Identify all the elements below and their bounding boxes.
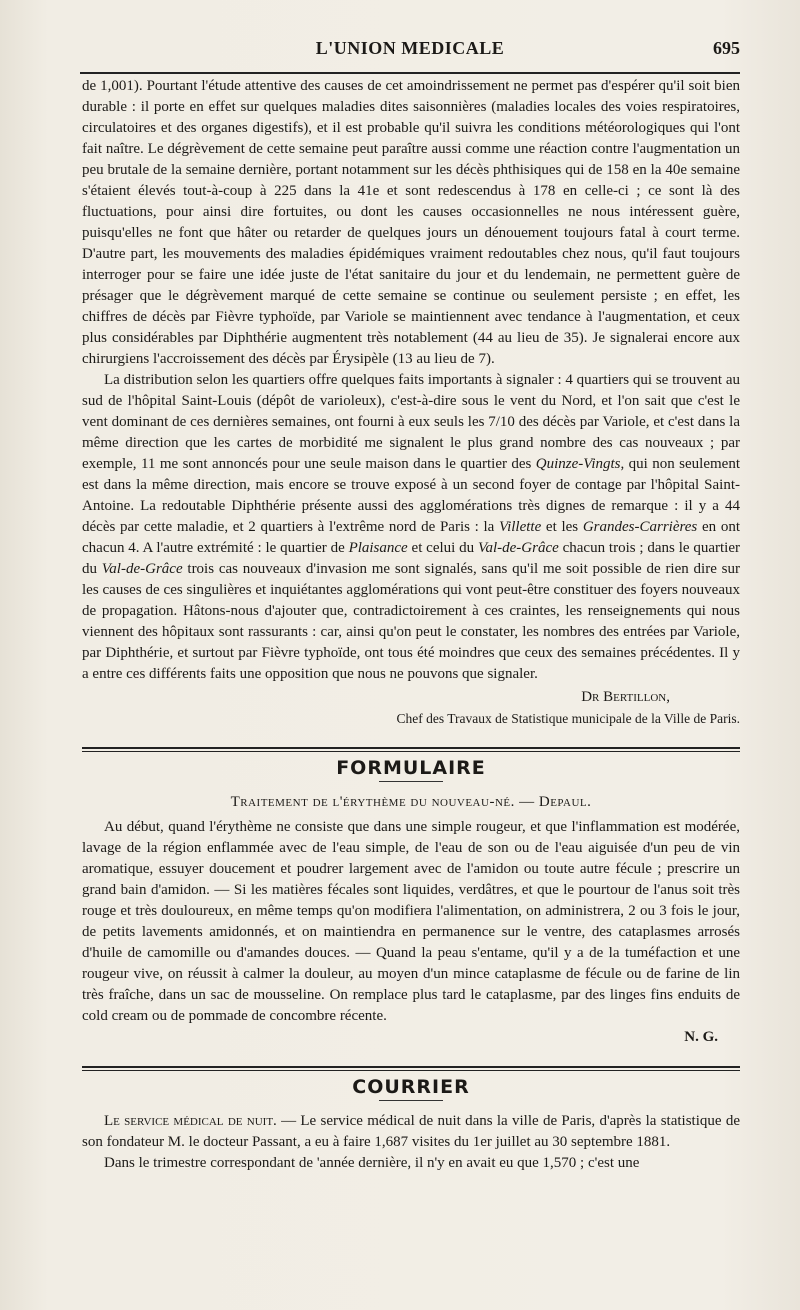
page-header: [80, 38, 740, 68]
paragraph-2-part-e: et celui du: [407, 540, 478, 556]
quartier-plaisance: Plaisance: [348, 540, 408, 556]
paragraph-2-part-g: trois cas nouveaux d'invasion me sont signalés, sans qu'il me soit possible de rien dire sur les causes de ces singulières et inquiétantes agglomérations qui vont peut-être constituer des foyers nouveaux de propagation. Hâtons-nous d'ajouter que, contradictoirement à ces craintes, les renseignements qui nous viennent des hôpitaux sont rassurants : car, ainsi qu'on peut le constater, les nombres des entrées par Variole, par Diphthérie, et surtout par Fièvre typhoïde, ont tous été moindres que ceux des semaines précédentes. Il y a entre ces différents faits une opposition que nous ne pouvons que signaler.: [82, 561, 740, 682]
paragraph-2-part-b: , qui non seulement est dans la même direction, mais encore se trouve exposé à un second foyer de contage par l'hôpital Saint-Antoine. La redoutable Diphthérie présente aussi des agglomérations très dignes de remarque : il y a 44 décès par cette maladie, et 2 quartiers à l'extrême nord de Paris : la: [82, 456, 740, 535]
quartier-grandes-carrieres: Grandes-Carrières: [582, 519, 698, 535]
author-title: Chef des Travaux de Statistique municipale de la Ville de Paris.: [396, 711, 740, 726]
paragraph-2-part-c: et les: [541, 519, 583, 535]
article-paragraph-1: de 1,001). Pourtant l'étude attentive des causes de cet amoindrissement ne permet pas d'espérer qu'il soit bien durable : il porte en effet sur quelques maladies dites saisonnières (maladies locales des voies respiratoires, circulatoires et des organes digestifs), et il est probable qu'il suivra les conditions météorologiques qui l'ont fait naître. Le dégrèvement de cette semaine peut paraître aussi comme une réaction contre l'augmentation un peu brutale de la semaine dernière, portant notamment sur les décès phthisiques qui de 158 en la 40e semaine s'étaient élevés tout-à-coup à 225 dans la 41e et sont redescendus à 178 en celle-ci ; ce sont là des fluctuations, pour ainsi dire fortuites, ou dont les causes occasionnelles ne nous intéressent guère, puisqu'elles ne font que hâter ou retarder de quelques jours un dénouement toujours fatal à court terme. D'autre part, les mouvements des maladies épidémiques vraiment redoutables chez nous, qu'il faut toujours interroger pour se faire une idée juste de l'état sanitaire du jour et du lendemain, ne permettent guère de présager que le dégrèvement marqué de cette semaine se continue ou seulement persiste ; en effet, les chiffres de décès par Fièvre typhoïde, par Variole se maintiennent avec tendance à l'augmentation, et ceux plus considérables par Diphthérie augmentent très notablement (44 au lieu de 35). Je signalerai encore aux chirurgiens l'accroissement des décès par Érysipèle (13 au lieu de 7).: [82, 78, 740, 367]
formulaire-body: Au début, quand l'érythème ne consiste que dans une simple rougeur, et que l'inflammation est modérée, lavage de la région enflammée avec de l'eau simple, de l'eau de son ou de l'eau aiguisée d'un peu de vin aromatique, essuyer doucement et poudrer largement avec de l'amidon ou toute autre fécule ; prescrire un grand bain d'amidon. — Si les matières fécales sont liquides, verdâtres, et que le pourtour de l'anus soit très rouge et très douloureux, en même temps qu'on modifiera l'alimentation, on administrera, 2 ou 3 fois le jour, de petits lavements amidonnés, et on maintiendra en permanence sur le ventre, des cataplasmes arrosés d'huile de camomille ou d'amandes douces. — Quand la peau s'entame, qu'il y a de la tuméfaction et une rougeur vive, on réussit à calmer la douleur, au moyen d'un mince cataplasme de fécule ou de farine de lin très fraîche, dans un sac de mousseline. On remplace plus tard le cataplasme, par des linges fins enduits de cold cream ou de pommade de concombre récente.: [82, 819, 740, 1024]
quartier-quinze-vingts: Quinze-Vingts: [535, 456, 621, 472]
courrier-paragraph-1: [82, 1111, 740, 1153]
paragraph-2-part-d: en ont chacun 4. A l'autre extrémité : le quartier de: [82, 519, 740, 556]
title-underline: [379, 1100, 443, 1101]
running-title: L'UNION MEDICALE: [315, 38, 505, 58]
quartier-val-de-grace: Val-de-Grâce: [477, 540, 559, 556]
quartier-villette: Villette: [499, 519, 542, 535]
page-body: [82, 76, 740, 1174]
courrier-paragraph-2: Dans le trimestre correspondant de 'année dernière, il n'y en avait eu que 1,570 ; c'est une: [104, 1155, 640, 1171]
courrier-body-1: — Le service médical de nuit dans la ville de Paris, d'après la statistique de son fondateur M. le docteur Passant, a eu à faire 1,687 visites du 1er juillet au 30 septembre 1881.: [82, 1113, 740, 1150]
page-number: 695: [713, 38, 740, 58]
header-rule: [80, 72, 740, 74]
formulaire-subhead: Traitement de l'érythème du nouveau-né. — Depaul.: [230, 794, 592, 810]
paragraph-2-part-a: La distribution selon les quartiers offre quelques faits importants à signaler : 4 quartiers qui se trouvent au sud de l'hôpital Saint-Louis (dépôt de varioleux), c'est-à-dire sous le vent du Nord, et l'on sait que c'est le vent dominant de ces dernières semaines, ont fourni à eux seuls les 7/10 des décès par Variole, et c'est dans la même direction que les cartes de morbidité me signalent le plus grand nombre des cas nouveaux ; par exemple, 11 me sont annoncés pour une seule maison dans le quartier des: [82, 372, 740, 472]
author-signature: Dr Bertillon,: [581, 689, 670, 705]
quartier-val-de-grace-2: Val-de-Grâce: [101, 561, 183, 577]
paragraph-2-part-f: chacun trois ; dans le quartier du: [82, 540, 740, 577]
section-divider: [82, 1066, 740, 1071]
courrier-lead: Le service médical de nuit.: [104, 1113, 277, 1129]
formulaire-title: FORMULAIRE: [336, 757, 486, 779]
courrier-title: COURRIER: [352, 1076, 470, 1098]
section-divider: [82, 747, 740, 752]
article-paragraph-2: [82, 370, 740, 685]
title-underline: [379, 781, 443, 782]
formulaire-initials: N. G.: [684, 1029, 718, 1045]
